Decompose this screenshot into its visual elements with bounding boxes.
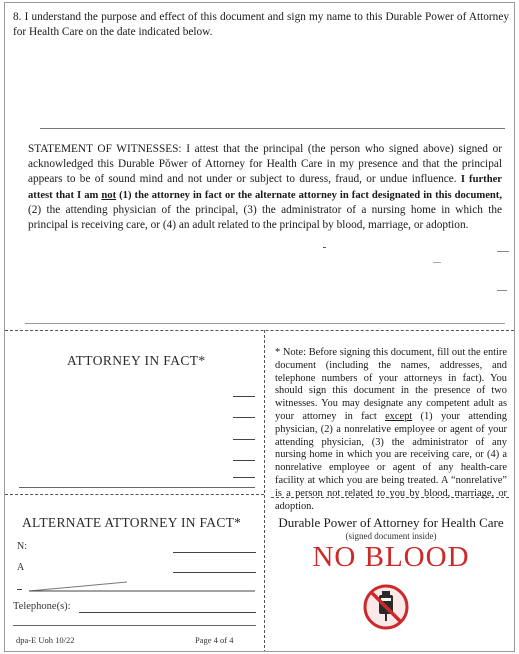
- aif-field-line-5[interactable]: [233, 477, 255, 478]
- witness-bold-1: I further attest that I am: [28, 174, 502, 201]
- no-blood-transfusion-icon: [362, 583, 410, 631]
- aif-field-line-3[interactable]: [233, 439, 255, 440]
- alt-address-line-2[interactable]: [27, 579, 257, 595]
- principal-signature-line[interactable]: [40, 128, 505, 129]
- alt-bottom-line: [13, 625, 256, 626]
- witness-bold-not: not: [101, 189, 117, 201]
- dpa-title: Durable Power of Attorney for Health Care: [278, 515, 504, 530]
- no-blood-banner: NO BLOOD: [312, 541, 470, 573]
- note-text-1: * Note: Before signing this document, fill out the entire document (including the names, addresses, and telephone numbers of your attorneys in fact). You should sign this document in the presence of two witnesses. You may designate any competent adult as your attorney in fact: [275, 347, 507, 422]
- document-page: [4, 2, 515, 652]
- cut-line-top: [5, 330, 514, 331]
- alt-name-field[interactable]: [173, 552, 256, 553]
- attorney-in-fact-title: ATTORNEY IN FACT*: [67, 353, 206, 368]
- alt-telephone-field[interactable]: [79, 612, 256, 613]
- dpa-subtitle: (signed document inside): [345, 531, 437, 541]
- witness-bold-2: (1) the attorney in fact or the alternate attorney in fact designated in this document,: [116, 189, 502, 201]
- cut-line-vertical: [264, 330, 265, 652]
- witness-bottom-line: [25, 323, 505, 324]
- aif-field-line-1[interactable]: [233, 396, 255, 397]
- alt-address-label: A: [17, 562, 25, 573]
- alt-telephone-label: Telephone(s):: [13, 601, 71, 612]
- aif-bottom-line: [19, 487, 255, 488]
- signing-note: [275, 347, 507, 513]
- item-8-text: 8. I understand the purpose and effect of this document and sign my name to this Durable Power of Attorney for Health Care on the date indicated below.: [13, 11, 509, 38]
- cut-line-middle-left: [5, 494, 264, 495]
- alt-dash-mark: [17, 589, 22, 590]
- scan-speck: [433, 262, 441, 263]
- witness-text-1: STATEMENT OF WITNESSES: I attest that the principal (the person who signed above) signed or acknowledged this Durable Pŏwer of Attorney for Health Care in my presence and that the principal appears to be of sound mind and not under or subject to duress, fraud, or undue influence.: [28, 143, 502, 186]
- aif-field-line-2[interactable]: [233, 417, 255, 418]
- witness-text-2: (2) the attending physician of the principal, (3) the administrator of a nursing home in which the principal is receiving care, or (4) an adult related to the principal by blood, marriage, or adoption.: [28, 203, 502, 232]
- alt-address-field[interactable]: [173, 572, 256, 573]
- scan-speck: [323, 247, 326, 248]
- alternate-attorney-title: ALTERNATE ATTORNEY IN FACT*: [22, 515, 242, 530]
- note-except: except: [385, 410, 413, 422]
- form-code: dpa-E Uoh 10/22: [16, 635, 75, 645]
- witness-signature-line-1[interactable]: [497, 251, 509, 252]
- statement-of-witnesses: [28, 142, 502, 233]
- aif-field-line-4[interactable]: [233, 460, 255, 461]
- note-text-2: (1) your attending physician, (2) a nonrelative employee or agent of your attending physician, (3) the administrator of any nursing home in which you are receiving care, or (4) a nonrelative employee or agent of any health-care facility at which you are being treated. A “nonrelative” is a person not related to you by blood, marriage, or adoption.: [275, 410, 507, 512]
- alt-name-label: N:: [17, 541, 27, 552]
- witness-signature-line-2[interactable]: [497, 290, 507, 291]
- page-number: Page 4 of 4: [195, 635, 234, 645]
